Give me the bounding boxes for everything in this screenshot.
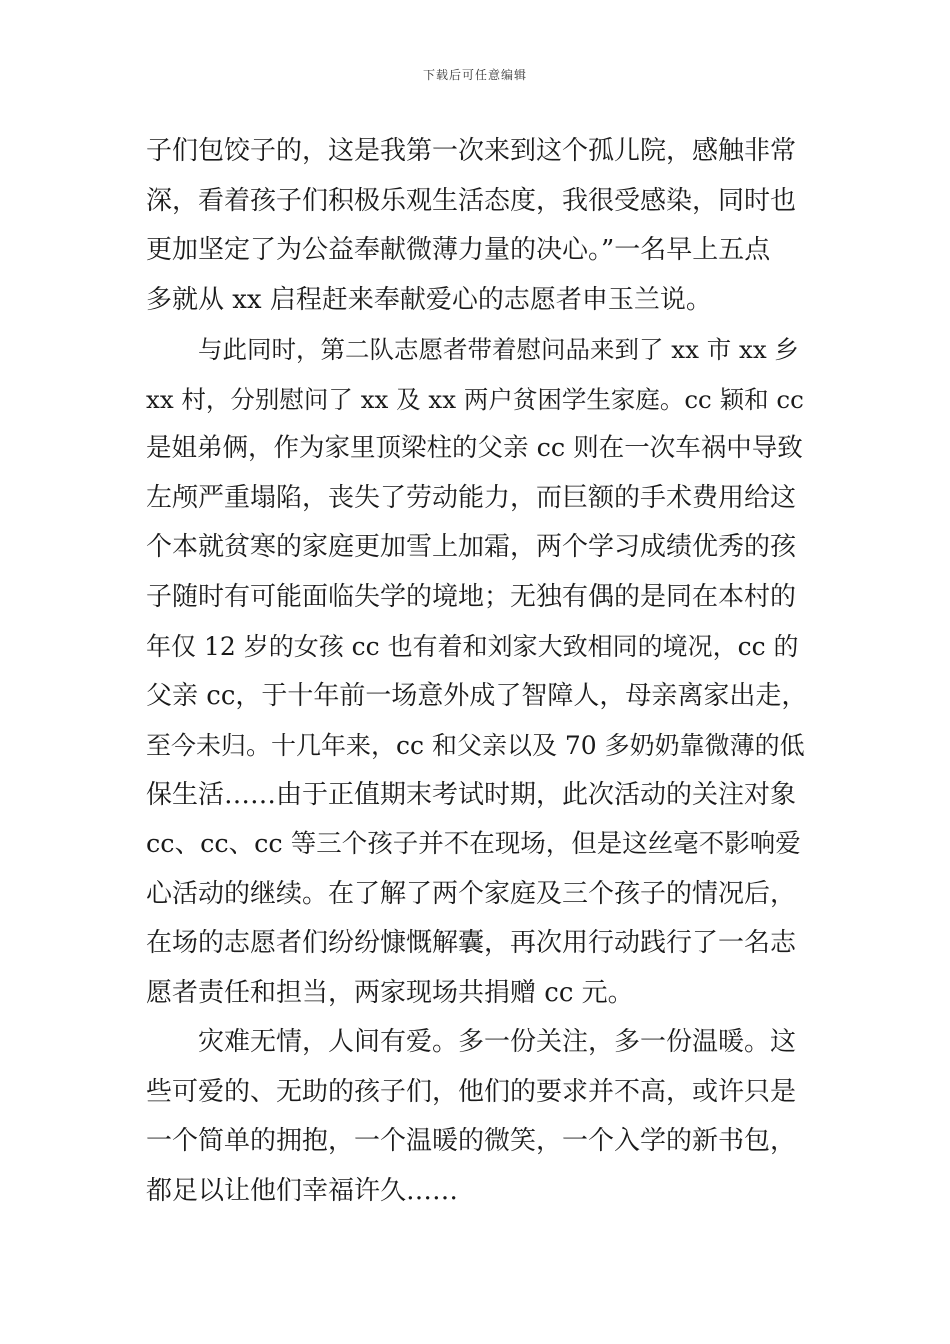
text-line: 至今未归。十几年来，cc 和父亲以及 70 多奶奶靠微薄的低 bbox=[146, 731, 805, 760]
text-line: 些可爱的、无助的孩子们，他们的要求并不高，或许只是 bbox=[146, 1076, 797, 1107]
document-body bbox=[146, 127, 808, 1216]
text-line: 个本就贫寒的家庭更加雪上加霜，两个学习成绩优秀的孩 bbox=[146, 532, 797, 562]
text-line: 子随时有可能面临失学的境地；无独有偶的是同在本村的 bbox=[146, 581, 797, 612]
text-line: cc、cc、cc 等三个孩子并不在现场，但是这丝毫不影响爱 bbox=[146, 829, 801, 859]
text-line: 心活动的继续。在了解了两个家庭及三个孩子的情况后， bbox=[146, 878, 797, 909]
text-line: 一个简单的拥抱，一个温暖的微笑，一个入学的新书包， bbox=[146, 1126, 797, 1156]
text-line: 愿者责任和担当，两家现场共捐赠 cc 元。 bbox=[146, 977, 634, 1008]
text-line: xx 村，分别慰问了 xx 及 xx 两户贫困学生家庭。cc 颖和 cc bbox=[146, 384, 804, 414]
text-line: 年仅 12 岁的女孩 cc 也有着和刘家大致相同的境况，cc 的 bbox=[146, 632, 799, 661]
paragraph-start-line: 灾难无情，人间有爱。多一份关注，多一份温暖。这 bbox=[198, 1027, 797, 1057]
page-header: 下载后可任意编辑 bbox=[422, 68, 527, 82]
text-line: 保生活……由于正值期末考试时期，此次活动的关注对象 bbox=[146, 779, 797, 810]
text-line: 多就从 xx 启程赶来奉献爱心的志愿者申玉兰说。 bbox=[146, 284, 712, 315]
text-line: 是姐弟俩，作为家里顶梁柱的父亲 cc 则在一次车祸中导致 bbox=[146, 433, 803, 463]
text-line: 更加坚定了为公益奉献微薄力量的决心。”一名早上五点 bbox=[146, 235, 771, 265]
text-line: 深，看着孩子们积极乐观生活态度，我很受感染，同时也 bbox=[146, 185, 797, 216]
text-line: 在场的志愿者们纷纷慷慨解囊，再次用行动践行了一名志 bbox=[146, 928, 797, 958]
text-line: 都足以让他们幸福许久…… bbox=[146, 1175, 459, 1206]
text-line: 子们包饺子的，这是我第一次来到这个孤儿院，感触非常 bbox=[146, 136, 797, 166]
paragraph-start-line: 与此同时，第二队志愿者带着慰问品来到了 xx 市 xx 乡 bbox=[198, 335, 799, 364]
text-line: 左颅严重塌陷，丧失了劳动能力，而巨额的手术费用给这 bbox=[146, 482, 797, 513]
text-line: 父亲 cc，于十年前一场意外成了智障人，母亲离家出走， bbox=[146, 680, 808, 711]
